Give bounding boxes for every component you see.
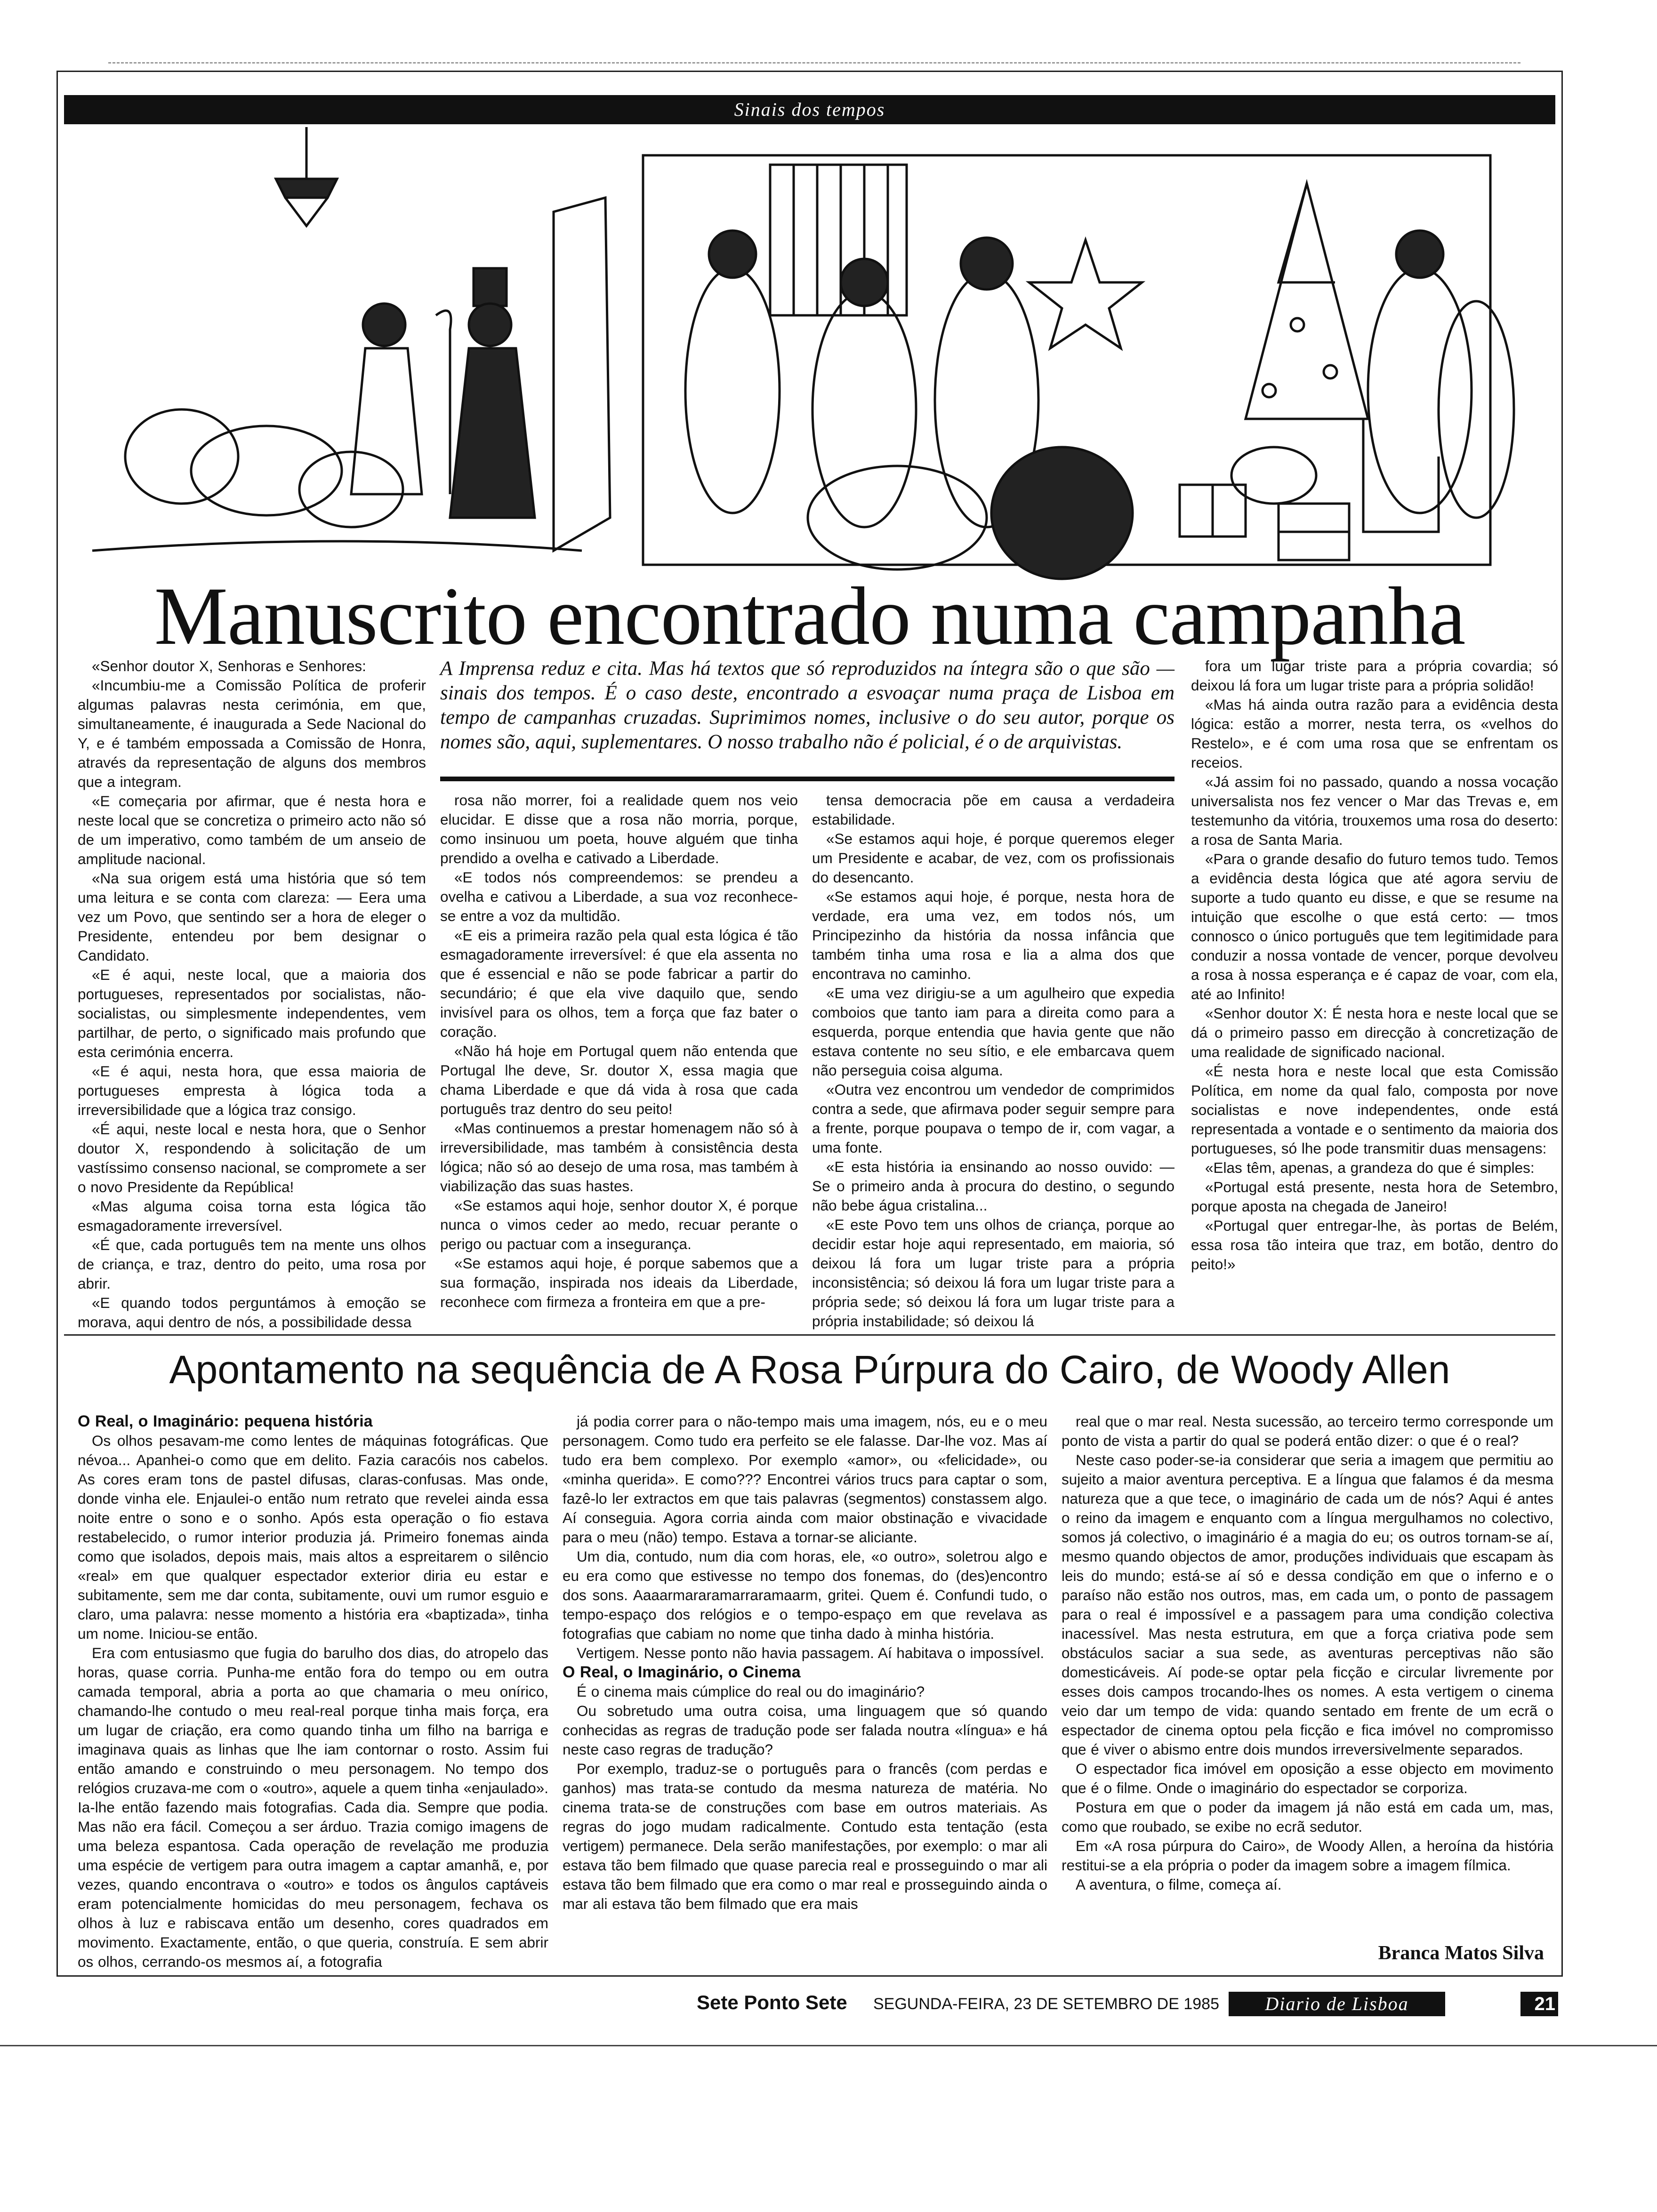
paragraph: Os olhos pesavam-me como lentes de máquinas fotográficas. Que névoa... Apanhei-o como que em delito. Fazia caracóis nos cabelos. As cores eram tons de pastel difusas, claras-confusas. Mas onde, donde vinha ele. Enjaulei-o então num retrato que revelei ainda essa noite entre o sono e o sonho. Após esta operação o fio estava restabelecido, o rumor interior produzia já. Primeiro fonemas ainda como que isolados, depois mais, mais altos a espreitarem o silêncio «real» em que qualquer espectador exterior diria eu estar e subitamente, sem me dar conta, subitamente, ouvi um rumor esguio e claro, uma palavra: nesse momento a história era «baptizada», tinha um nome. Iniciou-se então. [78,1432,548,1642]
page-number: 21 [1520,1992,1558,2016]
paragraph: «Já assim foi no passado, quando a nossa vocação universalista nos fez vencer o Mar das Trevas e, em testemunho da vitória, trouxemos uma rosa do deserto: a rosa de Santa Maria. [1191,773,1558,848]
supplement-name: Sete Ponto Sete [697,1991,847,2013]
paragraph: «Se estamos aqui hoje, é porque, nesta hora de verdade, era uma vez, em todos nós, um Principezinho da história da nossa infância que também tinha uma rosa e lia a alma dos que encontrava no caminho. [812,888,1174,982]
paragraph: tensa democracia põe em causa a verdadeira estabilidade. [812,792,1174,828]
paragraph: Ou sobretudo uma outra coisa, uma linguagem que só quando conhecidas as regras de tradução pode ser falada noutra «língua» e há neste caso regras de tradução? [563,1702,1047,1758]
intro-rule [440,777,1174,781]
paragraph: «É aqui, neste local e nesta hora, que o Senhor doutor X, respondendo à solicitação de um vastíssimo consenso nacional, se compromete a ser o novo Presidente da República! [78,1121,426,1195]
paragraph: «É que, cada português tem na mente uns olhos de criança, e traz, dentro do peito, uma rosa por abrir. [78,1236,426,1292]
paragraph: «E todos nós compreendemos: se prendeu a ovelha e cativou a Liberdade, a sua voz reconhece-se entre a voz da multidão. [440,869,798,924]
paragraph: Postura em que o poder da imagem já não está em cada um, mas, como que roubado, se exibe no ecrã sedutor. [1062,1799,1553,1835]
section-banner: Sinais dos tempos [64,95,1555,124]
paragraph: «E esta história ia ensinando ao nosso ouvido: — Se o primeiro anda à procura do destino, o segundo não bebe água cristalina... [812,1158,1174,1214]
paragraph: «E quando todos perguntámos à emoção se morava, aqui dentro de nós, a possibilidade dessa [78,1294,426,1330]
top-scan-edge [108,62,1520,65]
paragraph: real que o mar real. Nesta sucessão, ao terceiro termo corresponde um ponto de vista a partir do qual se poderá então dizer: o que é o real? [1062,1413,1553,1449]
paragraph: «Mas continuemos a prestar homenagem não só à irreversibilidade, mas também à consistência desta lógica; não só ao desejo de uma rosa, mas também à viabilização das suas hastes. [440,1120,798,1194]
article1-column-2 [440,791,798,1325]
article2-column-2 [563,1412,1047,1944]
paragraph: Era com entusiasmo que fugia do barulho dos dias, do atropelo das horas, quase corria. Punha-me então fora do tempo ou em outra camada temporal, abria a porta ao que chamaria o meu onírico, chamando-lhe contudo o meu real-real porque tinha mais força, era um lugar de criação, era como quando tinha um filho na barriga e imaginava quais as linhas que lhe iam contornar o rosto. Assim fui então amando e construindo o meu personagem. No tempo dos relógios cruzava-me com o «outro», aquele a quem tinha «enjaulado». Ia-lhe então fazendo mais fotografias. Cada dia. Sempre que podia. Mas não era fácil. Começou a ser árduo. Trazia comigo imagens de uma beleza espantosa. Cada operação de revelação me produzia uma espécie de vertigem para outra imagem a captar amanhã, e, por vezes, quando encontrava o «outro» e todos os ângulos captáveis eram potencialmente homicidas do meu personagem, fechava os olhos à luz e rabiscava então um desenho, cores quadrados em movimento. Exactamente, então, o que queria, construía. E sem abrir os olhos, cerrando-os mesmos aí, a fotografia [78,1644,548,1970]
paragraph: «E eis a primeira razão pela qual esta lógica é tão esmagadoramente irreversível: é que ela assenta no que é essencial e não se pode fabricar a partir do secundário; é que ela vive daquilo que, sendo invisível para os olhos, tem a força que faz bater o coração. [440,927,798,1040]
paragraph: «Se estamos aqui hoje, senhor doutor X, é porque nunca o vimos ceder ao medo, recuar perante o perigo ou pactuar com a insegurança. [440,1197,798,1252]
scan-edge-rule [0,2045,1657,2046]
subhead: O Real, o Imaginário, o Cinema [563,1663,801,1681]
article1-column-1 [78,657,426,1330]
issue-date: SEGUNDA-FEIRA, 23 DE SETEMBRO DE 1985 [873,1995,1219,2013]
paragraph: rosa não morrer, foi a realidade quem nos veio elucidar. E disse que a rosa não morria, porque, como insinuou um poeta, houve alguém que tinha prendido a ovelha e cativado a Liberdade. [440,792,798,866]
paragraph: «Se estamos aqui hoje, é porque sabemos que a sua formação, inspirada nos ideais da Liberdade, reconhece com firmeza a fronteira em que a pre- [440,1255,798,1310]
paragraph: «Portugal está presente, nesta hora de Setembro, porque aposta na chegada de Janeiro! [1191,1178,1558,1215]
paragraph: «E é aqui, nesta hora, que essa maioria de portugueses empresta à lógica toda a irreversibilidade que a lógica traz consigo. [78,1063,426,1118]
paragraph: fora um lugar triste para a própria covardia; só deixou lá fora um lugar triste para a própria solidão! [1191,657,1558,694]
subhead: O Real, o Imaginário: pequena história [78,1412,373,1430]
article2-title: Apontamento na sequência de A Rosa Púrpura do Cairo, de Woody Allen [169,1347,1450,1392]
paragraph: «Mas alguma coisa torna esta lógica tão esmagadoramente irreversível. [78,1198,426,1234]
paragraph: Um dia, contudo, num dia com horas, ele, «o outro», soletrou algo e eu era como que estivesse no tempo dos fonemas, do (des)encontro dos sons. Aaaarmararamarraramaarm, gritei. Quem é. Confundi tudo, o tempo-espaço dos relógios e o tempo-espaço em que revelava as fotografias que cabiam no nome que tinha dado à minha história. [563,1548,1047,1642]
paragraph: O espectador fica imóvel em oposição a esse objecto em movimento que é o filme. Onde o imaginário do espectador se corporiza. [1062,1760,1553,1796]
paragraph: «E é aqui, neste local, que a maioria dos portugueses, representados por socialistas, não-socialistas, ou simplesmente independentes, vem partilhar, de perto, o significado mais profundo que esta cerimónia encerra. [78,966,426,1060]
section-divider [64,1334,1555,1336]
newspaper-masthead: Diario de Lisboa [1229,1992,1445,2016]
paragraph: A aventura, o filme, começa aí. [1076,1876,1282,1893]
paragraph: Vertigem. Nesse ponto não havia passagem. Aí habitava o impossível. [577,1644,1045,1661]
paragraph: «Para o grande desafio do futuro temos tudo. Temos a evidência desta lógica que até agora serviu de suporte a tudo quanto eu disse, e que se resume na intuição que escolhe o que está certo: — tmos connosco o único português que tem legitimidade para conduzir a nossa vontade de vencer, porque devolveu a rosa à nossa esperança e é capaz de voar, com ela, até ao Infinito! [1191,850,1558,1002]
paragraph: «Incumbiu-me a Comissão Política de proferir algumas palavras nesta cerimónia, em que, simultaneamente, é inaugurada a Sede Nacional do Y, e é também empossada a Comissão de Honra, através da representação de alguns dos membros que a integram. [78,677,426,790]
article1-column-4 [1191,657,1558,1325]
paragraph: «Outra vez encontrou um vendedor de comprimidos contra a sede, que afirmava poder seguir sempre para a frente, porque poupava o tempo de ir, com vagar, a uma fonte. [812,1081,1174,1156]
paragraph: «E começaria por afirmar, que é nesta hora e neste local que se concretiza o primeiro acto não só de um imperativo, como também de um anseio de amplitude nacional. [78,793,426,867]
paragraph: É o cinema mais cúmplice do real ou do imaginário? [577,1683,925,1700]
paragraph: «E este Povo tem uns olhos de criança, porque ao decidir estar hoje aqui representado, em maioria, só deixou lá fora um lugar triste para a própria inconsistência; só deixou lá fora um lugar triste para a própria sede; só deixou lá fora um lugar triste para a própria instabilidade; só deixou lá [812,1216,1174,1330]
author-byline: Branca Matos Silva [1378,1942,1544,1964]
article2-column-3 [1062,1412,1553,1939]
paragraph: Em «A rosa púrpura do Cairo», de Woody Allen, a heroína da história restitui-se a ela própria o poder da imagem sobre a imagem fílmica. [1062,1837,1553,1874]
intro-text: A Imprensa reduz e cita. Mas há textos que só reproduzidos na íntegra são o que são — sinais dos tempos. É o caso deste, encontrado a esvoaçar numa praça de Lisboa em tempo de campanhas cruzadas. Suprimimos nomes, inclusive o do seu autor, porque os nomes são, aqui, suplementares. O nosso trabalho não é policial, é o de arquivistas. [440,657,1174,753]
nativity-illustration [64,127,1555,593]
paragraph: «Portugal quer entregar-lhe, às portas de Belém, essa rosa tão inteira que traz, em botão, dentro do peito!» [1191,1217,1558,1273]
headline: Manuscrito encontrado numa campanha [154,570,1465,662]
paragraph: «Elas têm, apenas, a grandeza do que é simples: [1205,1159,1535,1176]
paragraph: «Na sua origem está uma história que só tem uma leitura e se conta com clareza: — Eera uma vez um Povo, que sentindo ser a hora de eleger o Presidente, entendeu por bem designar o Candidato. [78,870,426,964]
paragraph: «E uma vez dirigiu-se a um agulheiro que expedia comboios que tanto iam para a direita como para a esquerda, porque entendia que havia gente que não estava contente no seu sítio, e ele embarcava quem não perseguia coisa alguma. [812,985,1174,1079]
paragraph: Neste caso poder-se-ia considerar que seria a imagem que permitiu ao sujeito a maior aventura perceptiva. E a língua que falamos é da mesma natureza que a que tece, o imaginário de cada um de nós? Aqui é antes o reino da imagem e enquanto com a língua mergulhamos no colectivo, somos já colectivo, o imaginário é a magia do eu; os outros tornam-se aí, mesmo quando objectos de amor, produções individuais que escapam às leis do mundo; está-se aí só e dessa condição em que o inferno e o paraíso não estão nos outros, mas, em cada um, o ponto de passagem para o real é impossível e a passagem para uma condição colectiva inacessível. Mas nesta estrutura, em que a força criativa pode sem obstáculos saciar a sua sede, as aventuras perceptivas não são domesticáveis. Aí pode-se optar pela ficção e circular livremente por esses dois campos trocando-lhes os nomes. A esta vertigem o cinema veio dar um tempo de vida: quando sentado em frente de um ecrã o espectador de cinema optou pela ficção e fica imóvel no compromisso que é viver o abismo entre dois mundos irreversivelmente separados. [1062,1451,1553,1758]
paragraph: Por exemplo, traduz-se o português para o francês (com perdas e ganhos) mas trata-se contudo da mesma natureza de matéria. No cinema trata-se de construções com base em outros materiais. As regras do jogo mudam radicalmente. Contudo esta tentação (esta vertigem) permanece. Dela serão manifestações, por exemplo: o mar ali estava tão bem filmado que quase parecia real e prosseguindo o mar ali estava tão bem filmado que era como o mar real e prosseguindo ainda o mar ali estava tão bem filmado que era mais [563,1760,1047,1912]
article2-column-1 [78,1412,548,1970]
paragraph: já podia correr para o não-tempo mais uma imagem, nós, eu e o meu personagem. Como tudo era perfeito se ele falasse. Dar-lhe voz. Mas aí tudo era bem complexo. Por exemplo «amor», ou «felicidade», ou «minha querida». E como??? Encontrei vários trucs para captar o som, fazê-lo ler extractos em que tais palavras (segmentos) constassem algo. Aí conseguia. Agora corria ainda com maior obstinação e vivacidade para o meu (não) tempo. Estava a tornar-se aliciante. [563,1413,1047,1546]
paragraph: «Senhor doutor X, Senhoras e Senhores: [92,657,366,674]
article1-column-3 [812,791,1174,1330]
paragraph: «Mas há ainda outra razão para a evidência desta lógica: estão a morrer, nesta terra, os «velhos do Restelo», e é com uma rosa que se enfrentam os receios. [1191,696,1558,771]
paragraph: «Se estamos aqui hoje, é porque queremos eleger um Presidente e acabar, de vez, com os profissionais do desencanto. [812,830,1174,886]
paragraph: «É nesta hora e neste local que esta Comissão Política, em nome da qual falo, composta por nove socialistas e nove independentes, onde está representada a vontade e o sentimento da maioria dos portugueses, só lhe pode transmitir duas mensagens: [1191,1063,1558,1157]
paragraph: «Não há hoje em Portugal quem não entenda que Portugal lhe deve, Sr. doutor X, essa magia que chama Liberdade e que dá vida à rosa que cada português traz dentro do seu peito! [440,1042,798,1117]
paragraph: «Senhor doutor X: É nesta hora e neste local que se dá o primeiro passo em direcção à concretização de uma realidade de significado nacional. [1191,1005,1558,1060]
